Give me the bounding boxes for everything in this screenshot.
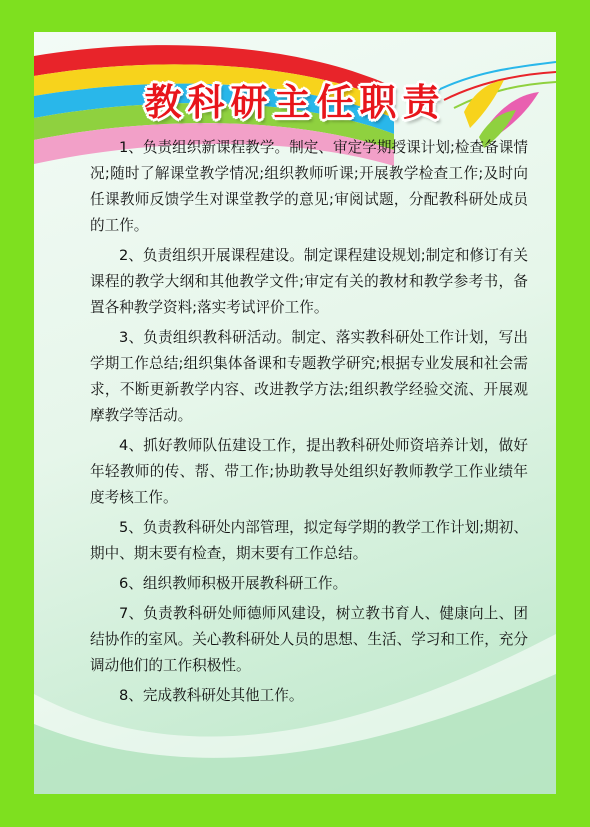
- duty-item-7: 7、负责教科研处师德师风建设，树立教书育人、健康向上、团结协作的室风。关心教科研处人员的思想、生活、学习和工作，充分调动他们的工作积极性。: [90, 605, 528, 674]
- duty-item-6: 6、组织教师积极开展教科研工作。: [119, 575, 348, 592]
- duty-item-4: 4、抓好教师队伍建设工作，提出教科研处师资培养计划，做好年轻教师的传、帮、带工作;协助教导处组织好教师教学工作业绩年度考核工作。: [90, 437, 528, 506]
- duty-item-8: 8、完成教科研处其他工作。: [119, 687, 304, 704]
- page-title: 教科研主任职责: [144, 81, 446, 124]
- duties-list: [90, 135, 528, 713]
- duty-item-1: 1、负责组织新课程教学。制定、审定学期授课计划;检查备课情况;随时了解课堂教学情况;组织教师听课;开展教学检查工作;及时向任课教师反馈学生对课堂教学的意见;审阅试题，分配教科研处成员的工作。: [90, 139, 528, 234]
- duty-item-3: 3、负责组织教科研活动。制定、落实教科研处工作计划，写出学期工作总结;组织集体备课和专题教学研究;根据专业发展和社会需求，不断更新教学内容、改进教学方法;组织教学经验交流、开展观摩教学等活动。: [90, 329, 528, 424]
- duty-item-5: 5、负责教科研处内部管理，拟定每学期的教学工作计划;期初、期中、期末要有检查，期末要有工作总结。: [90, 519, 528, 562]
- duty-item-2: 2、负责组织开展课程建设。制定课程建设规划;制定和修订有关课程的教学大纲和其他教学文件;审定有关的教材和教学参考书，备置各种教学资料;落实考试评价工作。: [90, 247, 528, 316]
- poster-board: [34, 32, 556, 794]
